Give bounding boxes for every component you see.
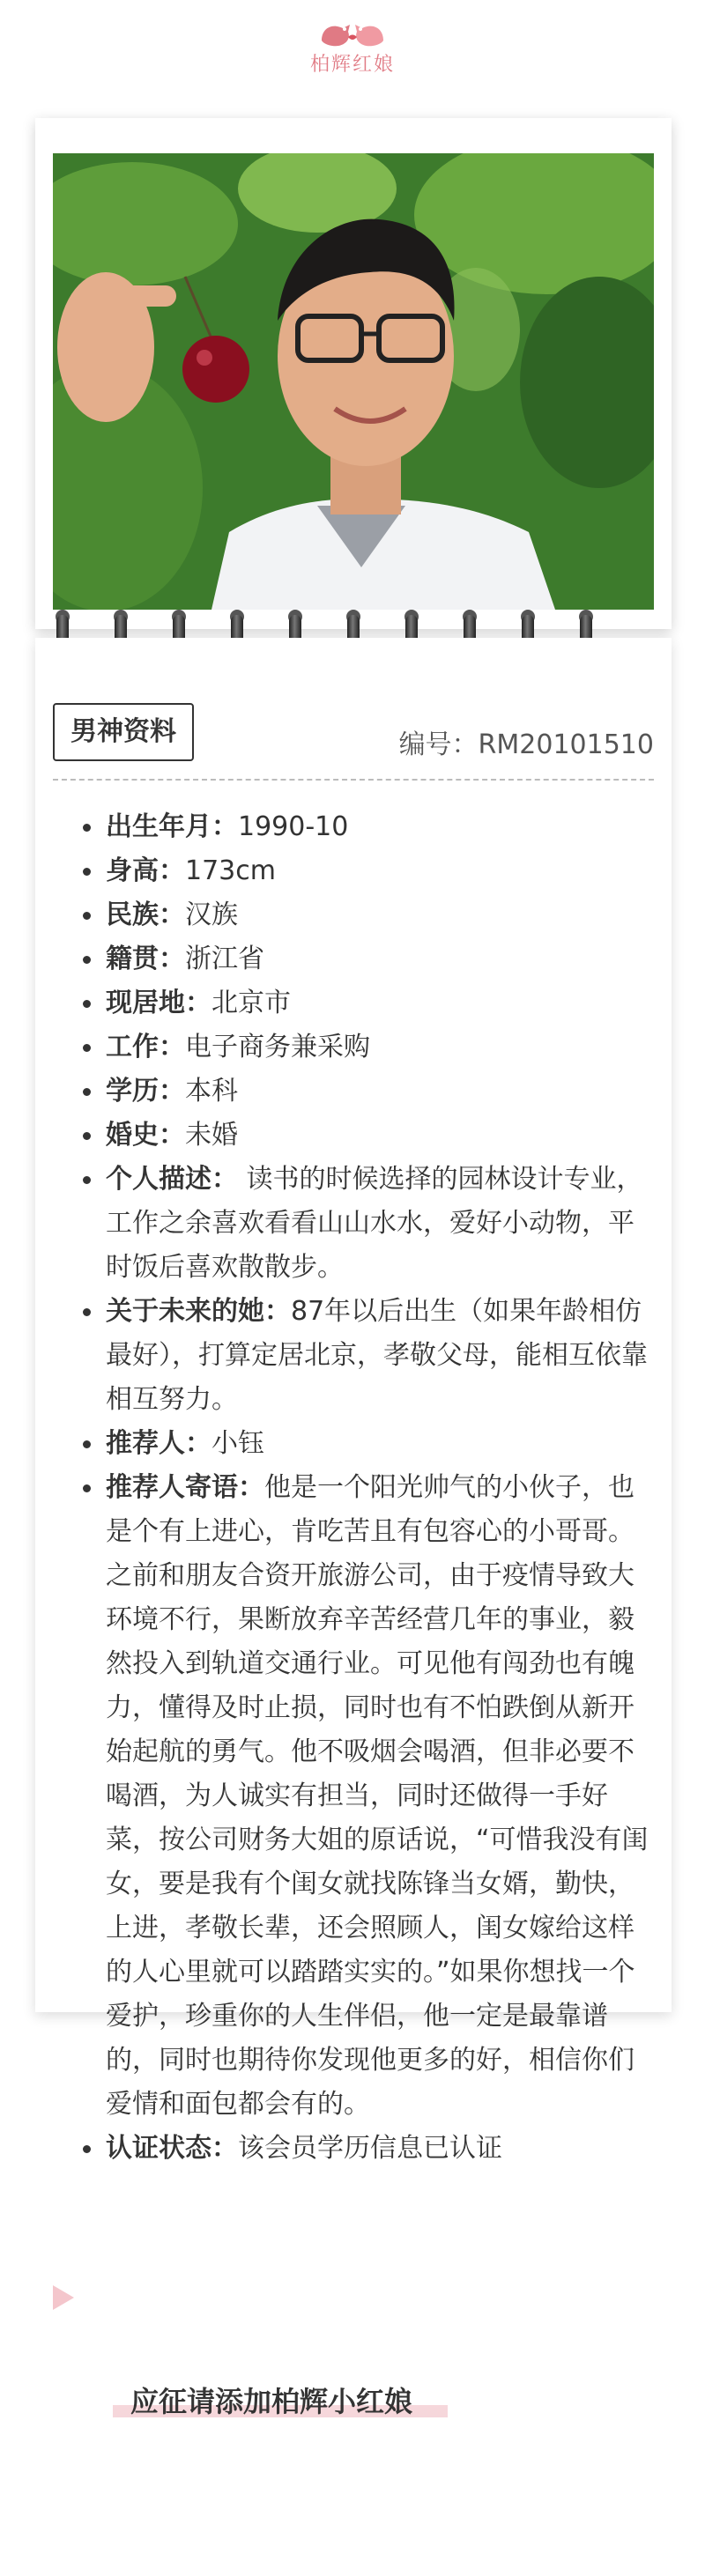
list-item: 籍贯：浙江省 [58, 937, 650, 981]
footer-note [113, 2379, 413, 2432]
photo-card [35, 118, 672, 629]
list-item: 个人描述： 读书的时候选择的园林设计专业，工作之余喜欢看看山山水水，爱好小动物，平时饭后喜欢散散步。 [58, 1158, 650, 1290]
list-item: 认证状态：该会员学历信息已认证 [58, 2127, 650, 2171]
footer-text: 应征请添加柏辉小红娘 [130, 2385, 413, 2418]
list-item: 关于未来的她：87年以后出生（如果年龄相仿最好），打算定居北京，孝敬父母，能相互依靠相互努力。 [58, 1290, 650, 1422]
list-item: 推荐人寄语：他是一个阳光帅气的小伙子，也是个有上进心，肯吃苦且有包容心的小哥哥。之前和朋友合资开旅游公司，由于疫情导致大环境不行，果断放弃辛苦经营几年的事业，毅然投入到轨道交通行业。可见他有闯劲也有魄力，懂得及时止损，同时也有不怕跌倒从新开始起航的勇气。他不吸烟会喝酒，但非必要不喝酒，为人诚实有担当，同时还做得一手好菜，按公司财务大姐的原话说，“可惜我没有闺女，要是我有个闺女就找陈锋当女婿，勤快，上进，孝敬长辈，还会照顾人，闺女嫁给这样的人心里就可以踏踏实实的。”如果你想找一个爱护，珍重你的人生伴侣，他一定是最靠谱的，同时也期待你发现他更多的好，相信你们爱情和面包都会有的。 [58, 1466, 650, 2127]
brand-logo [0, 16, 705, 86]
list-item: 现居地：北京市 [58, 981, 650, 1025]
list-item: 学历：本科 [58, 1070, 650, 1114]
two-birds-icon [313, 16, 392, 51]
profile-card [35, 638, 672, 2164]
list-item: 婚史：未婚 [58, 1114, 650, 1158]
divider [53, 779, 654, 781]
section-title: 男神资料 [53, 703, 194, 761]
arrow-right-icon [53, 2285, 74, 2310]
list-item: 民族：汉族 [58, 893, 650, 937]
list-item: 工作：电子商务兼采购 [58, 1025, 650, 1070]
list-item: 推荐人：小钰 [58, 1422, 650, 1466]
profile-photo [53, 153, 654, 610]
serial-number: 编号：RM20101510 [398, 729, 654, 760]
list-item: 身高：173cm [58, 849, 650, 893]
logo-text: 柏辉红娘 [309, 54, 395, 76]
info-list [58, 805, 650, 2171]
list-item: 出生年月：1990-10 [58, 805, 650, 849]
